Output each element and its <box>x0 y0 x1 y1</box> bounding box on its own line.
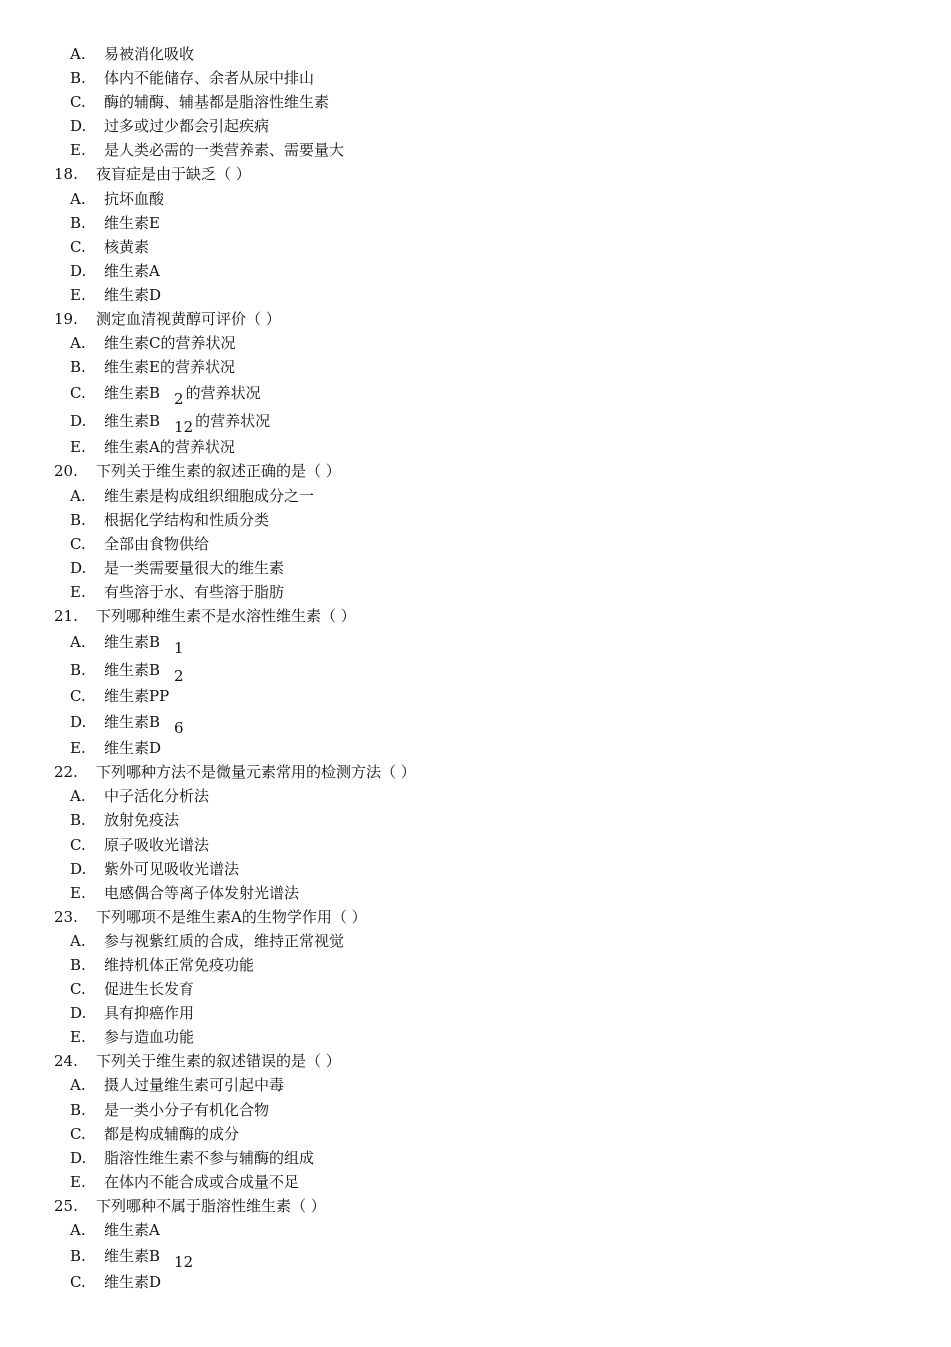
option-text <box>104 259 160 283</box>
question-number: 25. <box>54 1196 78 1215</box>
text-main: 放射免疫法 <box>104 811 180 830</box>
option-letter: D. <box>70 1004 87 1023</box>
text-main: 夜盲症是由于缺乏（ ） <box>96 165 251 184</box>
text-main: 下列哪种方法不是微量元素常用的检测方法（ ） <box>96 763 416 782</box>
option-line <box>0 808 951 832</box>
option-letter: B. <box>70 69 86 88</box>
option-line <box>0 1025 951 1049</box>
text-main: 参与视紫红质的合成，维持正常视觉 <box>104 931 345 950</box>
text-main: 全部由食物供给 <box>104 534 210 553</box>
question-line <box>0 604 951 628</box>
text-main: 维生素A <box>104 261 160 280</box>
option-letter: A. <box>70 931 86 950</box>
option-letter: D. <box>70 558 87 577</box>
text-main: 维生素B <box>104 412 161 431</box>
question-number: 22. <box>54 763 78 782</box>
text-main: 维生素C的营养状况 <box>104 334 236 353</box>
option-line <box>0 1170 951 1194</box>
option-text <box>104 1098 269 1122</box>
option-letter: E. <box>70 883 86 902</box>
option-text <box>104 784 209 808</box>
question-number: 24. <box>54 1052 78 1071</box>
option-line <box>0 929 951 953</box>
option-letter: E. <box>70 582 86 601</box>
option-line <box>0 1218 951 1242</box>
text-main: 具有抑癌作用 <box>104 1004 195 1023</box>
option-letter: E. <box>70 285 86 304</box>
option-text <box>104 881 299 905</box>
text-main: 抗坏血酸 <box>104 189 165 208</box>
option-line <box>0 90 951 114</box>
question-line <box>0 905 951 929</box>
subscript: 12 <box>174 418 194 437</box>
option-text <box>104 808 179 832</box>
option-line <box>0 187 951 211</box>
text-main: 下列哪种维生素不是水溶性维生素（ ） <box>96 606 356 625</box>
option-text <box>104 508 269 532</box>
text-after: 的营养状况 <box>195 412 271 431</box>
option-line <box>0 1242 951 1270</box>
question-text <box>96 1049 341 1073</box>
option-text <box>104 929 344 953</box>
text-main: 下列关于维生素的叙述错误的是（ ） <box>96 1052 341 1071</box>
text-main: 是一类小分子有机化合物 <box>104 1100 270 1119</box>
option-letter: E. <box>70 141 86 160</box>
option-line <box>0 580 951 604</box>
question-line <box>0 459 951 483</box>
text-main: 维生素PP <box>104 687 170 706</box>
option-text <box>104 90 329 114</box>
option-letter: C. <box>70 384 86 403</box>
option-line <box>0 784 951 808</box>
option-text <box>104 833 209 857</box>
text-main: 中子活化分析法 <box>104 787 210 806</box>
option-letter: B. <box>70 213 86 232</box>
text-after: 的营养状况 <box>185 384 261 403</box>
text-main: 维生素B <box>104 384 161 403</box>
option-letter: E. <box>70 739 86 758</box>
text-main: 体内不能储存、余者从尿中排山 <box>104 69 315 88</box>
option-text <box>104 556 284 580</box>
question-line <box>0 162 951 186</box>
text-main: 参与造血功能 <box>104 1028 195 1047</box>
question-text <box>96 307 281 331</box>
option-text <box>104 736 161 760</box>
question-number: 21. <box>54 606 78 625</box>
option-line <box>0 138 951 162</box>
option-text <box>104 1122 239 1146</box>
option-letter: C. <box>70 93 86 112</box>
text-main: 维生素B <box>104 633 161 652</box>
option-text <box>104 708 186 736</box>
option-line <box>0 331 951 355</box>
text-main: 电感偶合等离子体发射光谱法 <box>104 883 300 902</box>
question-line <box>0 307 951 331</box>
option-letter: D. <box>70 261 87 280</box>
option-line <box>0 532 951 556</box>
option-letter: C. <box>70 237 86 256</box>
question-text <box>96 905 367 929</box>
option-text <box>104 379 261 407</box>
text-main: 下列关于维生素的叙述正确的是（ ） <box>96 462 341 481</box>
option-text <box>104 532 209 556</box>
option-letter: B. <box>70 661 86 680</box>
option-line <box>0 379 951 407</box>
option-text <box>104 1146 314 1170</box>
text-main: 维生素D <box>104 1273 162 1292</box>
option-text <box>104 1218 160 1242</box>
option-line <box>0 684 951 708</box>
text-main: 维生素B <box>104 713 161 732</box>
text-main: 促进生长发育 <box>104 980 195 999</box>
option-line <box>0 484 951 508</box>
question-text <box>96 162 251 186</box>
option-letter: E. <box>70 1172 86 1191</box>
text-main: 维生素是构成组织细胞成分之一 <box>104 486 315 505</box>
option-text <box>104 628 186 656</box>
option-text <box>104 1242 195 1270</box>
option-text <box>104 953 254 977</box>
option-text <box>104 66 314 90</box>
option-letter: B. <box>70 510 86 529</box>
text-main: 维生素B <box>104 661 161 680</box>
option-line <box>0 66 951 90</box>
question-line <box>0 1194 951 1218</box>
option-line <box>0 977 951 1001</box>
option-text <box>104 283 161 307</box>
option-letter: A. <box>70 633 86 652</box>
option-line <box>0 435 951 459</box>
option-letter: B. <box>70 1100 86 1119</box>
option-letter: A. <box>70 1221 86 1240</box>
text-main: 测定血清视黄醇可评价（ ） <box>96 310 281 329</box>
text-main: 维生素B <box>104 1247 161 1266</box>
option-letter: C. <box>70 835 86 854</box>
option-letter: B. <box>70 1247 86 1266</box>
option-line <box>0 211 951 235</box>
option-letter: C. <box>70 1124 86 1143</box>
option-text <box>104 977 194 1001</box>
option-line <box>0 407 951 435</box>
option-text <box>104 1170 299 1194</box>
subscript: 2 <box>174 667 184 686</box>
option-letter: C. <box>70 687 86 706</box>
option-text <box>104 1073 284 1097</box>
text-main: 在体内不能合成或合成量不足 <box>104 1172 300 1191</box>
option-line <box>0 355 951 379</box>
option-line <box>0 881 951 905</box>
option-letter: D. <box>70 117 87 136</box>
option-letter: D. <box>70 412 87 431</box>
option-line <box>0 1073 951 1097</box>
option-text <box>104 355 235 379</box>
option-line <box>0 708 951 736</box>
text-main: 都是构成辅酶的成分 <box>104 1124 240 1143</box>
option-line <box>0 628 951 656</box>
text-main: 下列哪项不是维生素A的生物学作用（ ） <box>96 907 367 926</box>
text-main: 根据化学结构和性质分类 <box>104 510 270 529</box>
option-line <box>0 508 951 532</box>
text-main: 原子吸收光谱法 <box>104 835 210 854</box>
subscript: 1 <box>174 639 184 658</box>
question-text <box>96 1194 326 1218</box>
text-main: 脂溶性维生素不参与辅酶的组成 <box>104 1148 315 1167</box>
option-line <box>0 857 951 881</box>
option-letter: C. <box>70 980 86 999</box>
option-letter: A. <box>70 486 86 505</box>
option-letter: A. <box>70 45 86 63</box>
subscript: 12 <box>174 1253 194 1272</box>
question-number: 19. <box>54 310 78 329</box>
option-line <box>0 556 951 580</box>
document-page <box>0 42 951 1294</box>
question-text <box>96 760 416 784</box>
option-line <box>0 1122 951 1146</box>
option-line <box>0 736 951 760</box>
option-letter: D. <box>70 859 87 878</box>
text-main: 核黄素 <box>104 237 150 256</box>
option-letter: B. <box>70 358 86 377</box>
option-letter: B. <box>70 811 86 830</box>
option-line <box>0 114 951 138</box>
option-line <box>0 953 951 977</box>
option-line <box>0 1098 951 1122</box>
option-line <box>0 833 951 857</box>
text-main: 下列哪种不属于脂溶性维生素（ ） <box>96 1196 326 1215</box>
question-line <box>0 1049 951 1073</box>
text-main: 是人类必需的一类营养素、需要量大 <box>104 141 345 160</box>
text-main: 摄人过量维生素可引起中毒 <box>104 1076 285 1095</box>
option-letter: D. <box>70 1148 87 1167</box>
option-letter: A. <box>70 1076 86 1095</box>
option-line <box>0 656 951 684</box>
option-text <box>104 42 194 66</box>
question-line <box>0 760 951 784</box>
option-text <box>104 656 186 684</box>
option-line <box>0 235 951 259</box>
option-letter: D. <box>70 713 87 732</box>
option-text <box>104 114 269 138</box>
text-main: 维生素A的营养状况 <box>104 438 235 457</box>
text-main: 维持机体正常免疫功能 <box>104 956 255 974</box>
option-letter: A. <box>70 334 86 353</box>
option-letter: A. <box>70 787 86 806</box>
option-text <box>104 435 235 459</box>
option-line <box>0 42 951 66</box>
option-text <box>104 857 239 881</box>
text-main: 紫外可见吸收光谱法 <box>104 859 240 878</box>
text-main: 是一类需要量很大的维生素 <box>104 558 285 577</box>
option-line <box>0 1146 951 1170</box>
text-main: 维生素D <box>104 285 162 304</box>
text-main: 维生素A <box>104 1221 160 1240</box>
question-text <box>96 459 341 483</box>
option-text <box>104 138 344 162</box>
option-text <box>104 235 149 259</box>
option-line <box>0 1270 951 1294</box>
option-text <box>104 211 160 235</box>
option-text <box>104 1270 161 1294</box>
text-main: 过多或过少都会引起疾病 <box>104 117 270 136</box>
text-main: 维生素D <box>104 739 162 758</box>
text-main: 易被消化吸收 <box>104 45 195 63</box>
question-number: 20. <box>54 462 78 481</box>
text-main: 维生素E <box>104 213 160 232</box>
subscript: 2 <box>174 390 184 409</box>
option-letter: C. <box>70 1273 86 1292</box>
text-main: 有些溶于水、有些溶于脂肪 <box>104 582 285 601</box>
option-text <box>104 1025 194 1049</box>
option-text <box>104 187 164 211</box>
text-main: 维生素E的营养状况 <box>104 358 235 377</box>
option-letter: C. <box>70 534 86 553</box>
option-text <box>104 580 284 604</box>
question-text <box>96 604 356 628</box>
option-text <box>104 331 235 355</box>
question-number: 23. <box>54 907 78 926</box>
option-text <box>104 684 169 708</box>
subscript: 6 <box>174 719 184 738</box>
option-text <box>104 484 314 508</box>
option-letter: A. <box>70 189 86 208</box>
text-main: 酶的辅酶、辅基都是脂溶性维生素 <box>104 93 330 112</box>
option-text <box>104 407 270 435</box>
option-letter: E. <box>70 1028 86 1047</box>
option-letter: E. <box>70 438 86 457</box>
option-line <box>0 283 951 307</box>
option-letter: B. <box>70 956 86 974</box>
option-line <box>0 1001 951 1025</box>
question-number: 18. <box>54 165 78 184</box>
option-line <box>0 259 951 283</box>
option-text <box>104 1001 194 1025</box>
